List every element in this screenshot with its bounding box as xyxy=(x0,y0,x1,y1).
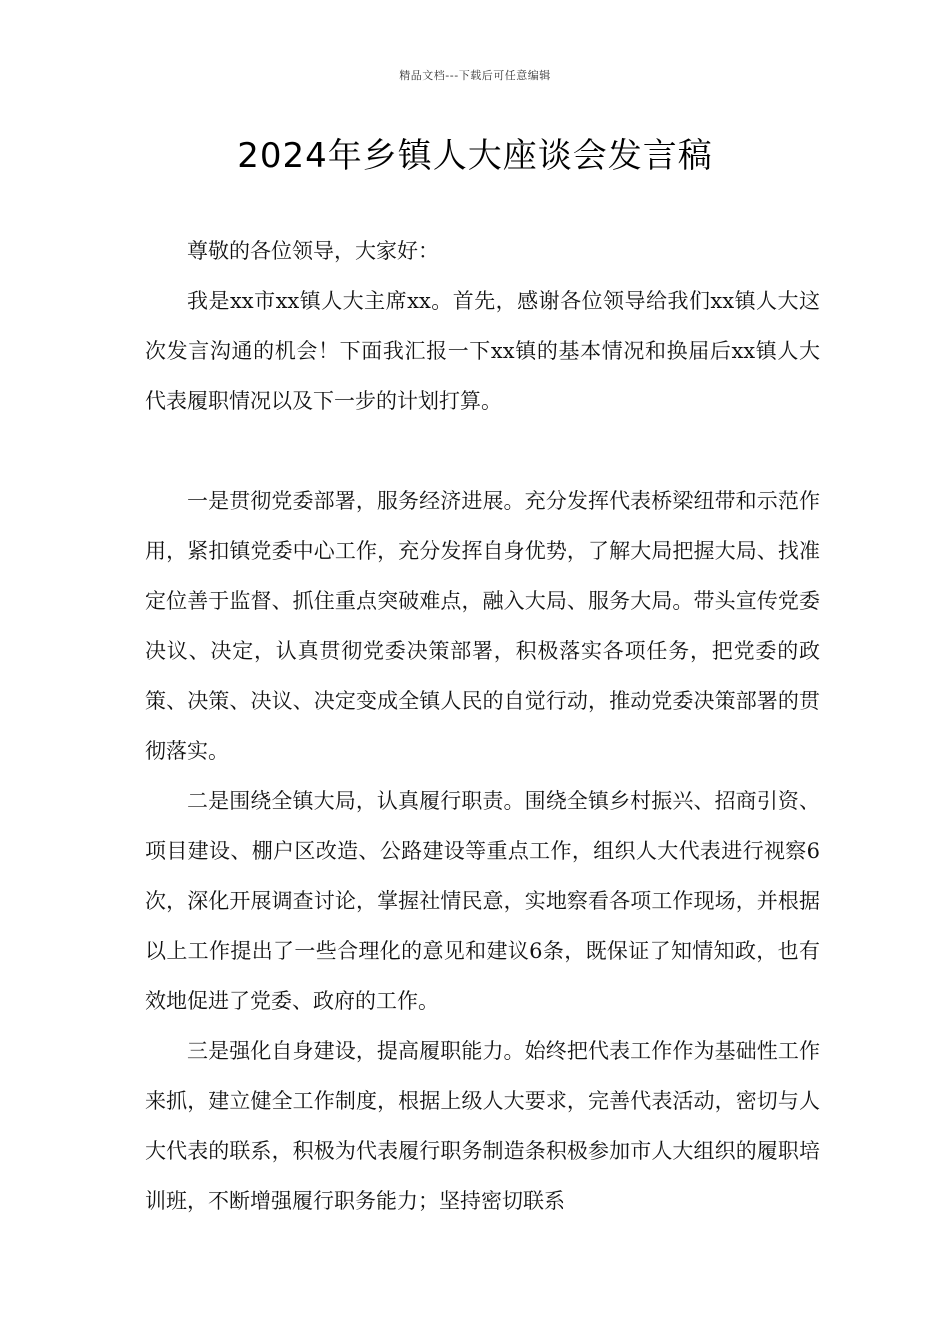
paragraph-point-one: 一是贯彻党委部署，服务经济进展。充分发挥代表桥梁纽带和示范作用，紧扣镇党委中心工作，充分发挥自身优势，了解大局把握大局、找准定位善于监督、抓住重点突破难点，融入大局、服务大局。带头宣传党委决议、决定，认真贯彻党委决策部署，积极落实各项任务，把党委的政策、决策、决议、决定变成全镇人民的自觉行动，推动党委决策部署的贯彻落实。 xyxy=(145,489,820,763)
greeting-paragraph: 尊敬的各位领导，大家好： xyxy=(187,239,439,263)
header-note: 精品文档---下载后可任意编辑 xyxy=(399,69,551,82)
paragraph-point-three: 三是强化自身建设，提高履职能力。始终把代表工作作为基础性工作来抓，建立健全工作制度，根据上级人大要求，完善代表活动，密切与人大代表的联系，积极为代表履行职务制造条积极参加市人大组织的履职培训班，不断增强履行职务能力；坚持密切联系 xyxy=(145,1039,820,1213)
paragraph-point-two: 二是围绕全镇大局，认真履行职责。围绕全镇乡村振兴、招商引资、项目建设、棚户区改造、公路建设等重点工作，组织人大代表进行视察6次，深化开展调查讨论，掌握社情民意，实地察看各项工作现场，并根据以上工作提出了一些合理化的意见和建议6条，既保证了知情知政，也有效地促进了党委、政府的工作。 xyxy=(145,789,820,1013)
intro-paragraph: 我是xx市xx镇人大主席xx。首先，感谢各位领导给我们xx镇人大这次发言沟通的机会！下面我汇报一下xx镇的基本情况和换届后xx镇人大代表履职情况以及下一步的计划打算。 xyxy=(145,289,820,413)
document-title: 2024年乡镇人大座谈会发言稿 xyxy=(237,136,713,176)
